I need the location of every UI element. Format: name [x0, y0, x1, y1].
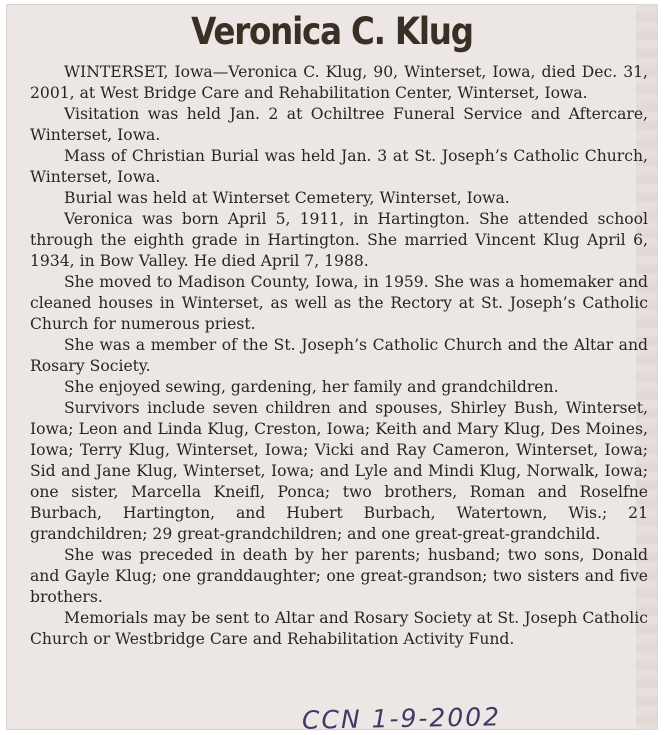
paragraph-memorials: Memorials may be sent to Altar and Rosary Society at St. Joseph Catholic Church or Westbridge Care and Rehabilitation Activity Fund.	[30, 609, 648, 648]
paragraph-burial: Burial was held at Winterset Cemetery, Winterset, Iowa.	[64, 189, 510, 207]
paragraph-membership: She was a member of the St. Joseph’s Catholic Church and the Altar and Rosary Society.	[30, 336, 648, 375]
paragraph-survivors: Survivors include seven children and spouses, Shirley Bush, Winterset, Iowa; Leon and Linda Klug, Creston, Iowa; Keith and Mary Klug, Des Moines, Iowa; Terry Klug, Winterset, Iowa; Vicki and Ray Cameron, Winterset, Iowa; Sid and Jane Klug, Winterset, Iowa; and Lyle and Mindi Klug, Norwalk, Iowa; one sister, Marcella Kneifl, Ponca; two brothers, Roman and Roselfne Burbach, Hartington, and Hubert Burbach, Watertown, Wis.; 21 grandchildren; 29 great-grandchildren; and one great-great-grandchild.	[30, 399, 648, 543]
paragraph-mass: Mass of Christian Burial was held Jan. 3 at St. Joseph’s Catholic Church, Winterset, Iowa.	[30, 147, 648, 186]
obituary-body	[30, 62, 648, 650]
paragraph-biography: Veronica was born April 5, 1911, in Hartington. She attended school through the eighth grade in Hartington. She married Vincent Klug April 6, 1934, in Bow Valley. He died April 7, 1988.	[30, 210, 648, 270]
paragraph-madison-county: She moved to Madison County, Iowa, in 1959. She was a homemaker and cleaned houses in Winterset, as well as the Rectory at St. Joseph’s Catholic Church for numerous priest.	[30, 273, 648, 333]
handwritten-source-date: CCN 1-9-2002	[301, 702, 502, 735]
paragraph-preceded: She was preceded in death by her parents; husband; two sons, Donald and Gayle Klug; one granddaughter; one great-grandson; two sisters and five brothers.	[30, 546, 648, 606]
newspaper-clipping	[6, 4, 658, 735]
obituary-headline: Veronica C. Klug	[191, 10, 473, 53]
paragraph-hobbies: She enjoyed sewing, gardening, her family and grandchildren.	[64, 378, 559, 396]
paragraph-death-notice: WINTERSET, Iowa—Veronica C. Klug, 90, Winterset, Iowa, died Dec. 31, 2001, at West Bridge Care and Rehabilitation Center, Winterset, Iowa.	[30, 63, 648, 102]
paragraph-visitation: Visitation was held Jan. 2 at Ochiltree Funeral Service and Aftercare, Winterset, Iowa.	[30, 105, 648, 144]
